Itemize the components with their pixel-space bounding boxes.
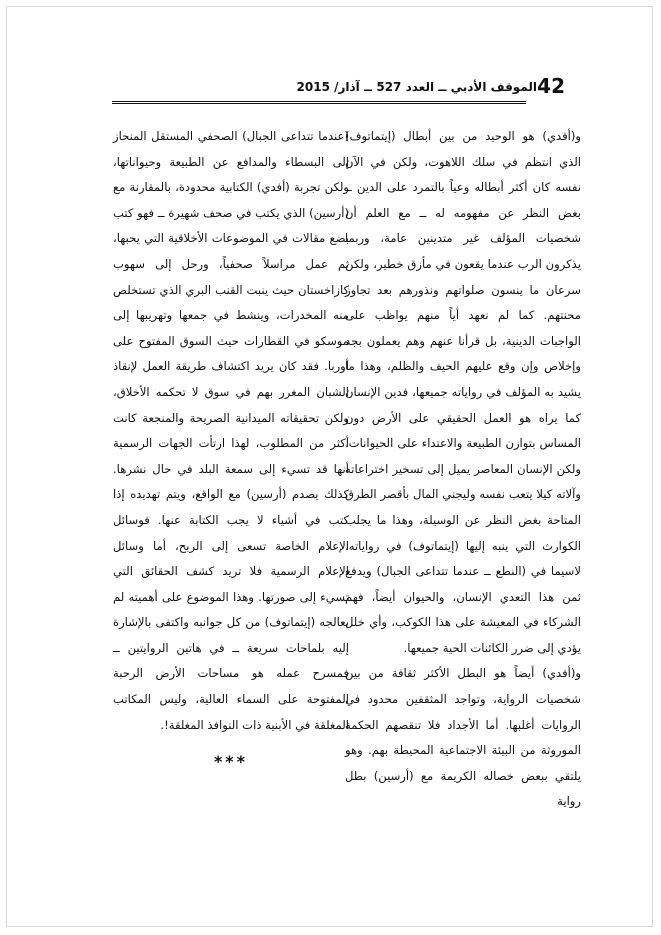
paragraph: (عندما تتداعى الجبال) الصحفي المستقل المنحاز إلى البسطاء والمدافع عن الطبيعة وحيواناتها، ولكن تجربة (أفدي) الكتابية محدودة، بالمقارنة مع (أرسين) الذي يكتب في صحف شهيرة ــ فهو كتب بضع مقالات في الموضوعات الأخلاقية التي يحبها، ثم عمل مراسلاً صحفياً، ورحل إلى سهوب كازاخستان حيث ينبت القنب البري الذي تستخلص منه المخدرات، وينشط في جمعها وتهريبها إلى موسكو في القطارات حيث السوق المفتوح على أوربا. فقد كان يريد اكتشاف طريقة العمل لإنقاذ الشبان المغرر بهم في سوق لا تحكمه الأخلاق، ولكن تحقيقاته الميدانية الصريحة والمنجعة كانت أكثر من المطلوب، لهذا ارتأت الجهات الرسمية أنها قد تسيء إلى سمعة البلد في حال نشرها. كذلك يصدم (أرسين) مع الواقع، ويتم تهديده إذا كتب في أشياء لا يجب الكتابة عنها. فوسائل الإعلام الخاصة تسعى إلى الربح، أما وسائل الإعلام الرسمية فلا تريد كشف الحقائق التي تسيء إلى صورتها. وهذا الموضوع على أهميته لم يعالجه (إيتماتوف) من كل جوانبه واكتفى بالإشارة إليه بلماحات سريعة ــ في هاتين الروايتين ــ فمسرح عمله هو مساحات الأرض الرحبة المفتوحة على السماء العالية، وليس المكاتب المغلقة في الأبنية ذات النوافذ المغلقة!. [113, 129, 349, 732]
section-end-mark: *** [213, 752, 249, 771]
left-column [113, 124, 349, 738]
page-number: 42 [537, 74, 565, 98]
running-header [296, 74, 565, 99]
running-title: الموقف الأدبي ــ العدد 527 ــ آذار/ 2015 [296, 80, 537, 94]
paragraph: و(أفدي) أيضاً هو البطل الأكثر ثقافة من بين شخصيات الرواية، وتواجد المثقفين محدود في الروايات أغلبها. أما الأجداد فلا تنقصهم الحكمة الموروثة من البيئة الاجتماعية المحيطة بهم. وهو يلتقي ببعض خصاله الكريمة مع (أرسين) بطل رواية [345, 666, 581, 809]
header-rule [112, 101, 526, 104]
right-column [345, 124, 581, 815]
paragraph: و(أفدي) هو الوحيد من بين أبطال (إيتماتوف) الذي انتظم في سلك اللاهوت، ولكن في الآن نفسه كان أكثر أبطاله وعياً بالتمرد على الدين ــ بغض النظر عن مفهومه له ــ مع العلم أن شخصيات المؤلف غير متدينين عامة، وربما يذكرون الرب عندما يقعون في مأزق خطير، ولكن سرعان ما ينسون صلواتهم ونذورهم بعد تجاوز محنتهم. كما لم نعهد أياً منهم يواظب على الواجبات الدينية، بل قرأنا عنهم وهم يعملون بجد وإخلاص وإن وقع عليهم الحيف والظلم، وهذا ما يشيد به المؤلف في رواياته جميعها، فدين الإنسان كما يراه هو العمل الحقيقي على الأرض دون المساس بتوازن الطبيعة والاعتداء على الحيوانات. ولكن الإنسان المعاصر يميل إلى تسخير اختراعاته وآلاته كيلا يتعب نفسه وليجني المال بأقصر الطرق المتاحة بغض النظر عن الوسيلة، وهذا ما يجلب الكوارث التي ينبه إليها (إيتماتوف) في رواياته، لاسيما في (النطع ــ عندما تتداعى الجبال) ويدفع ثمن هذا التعدي الإنسان، والحيوان أيضاً، فهم الشركاء في المعيشة على هذا الكوكب، وأي خلل يؤدي إلى ضرر الكائنات الحية جميعها. [345, 129, 581, 655]
